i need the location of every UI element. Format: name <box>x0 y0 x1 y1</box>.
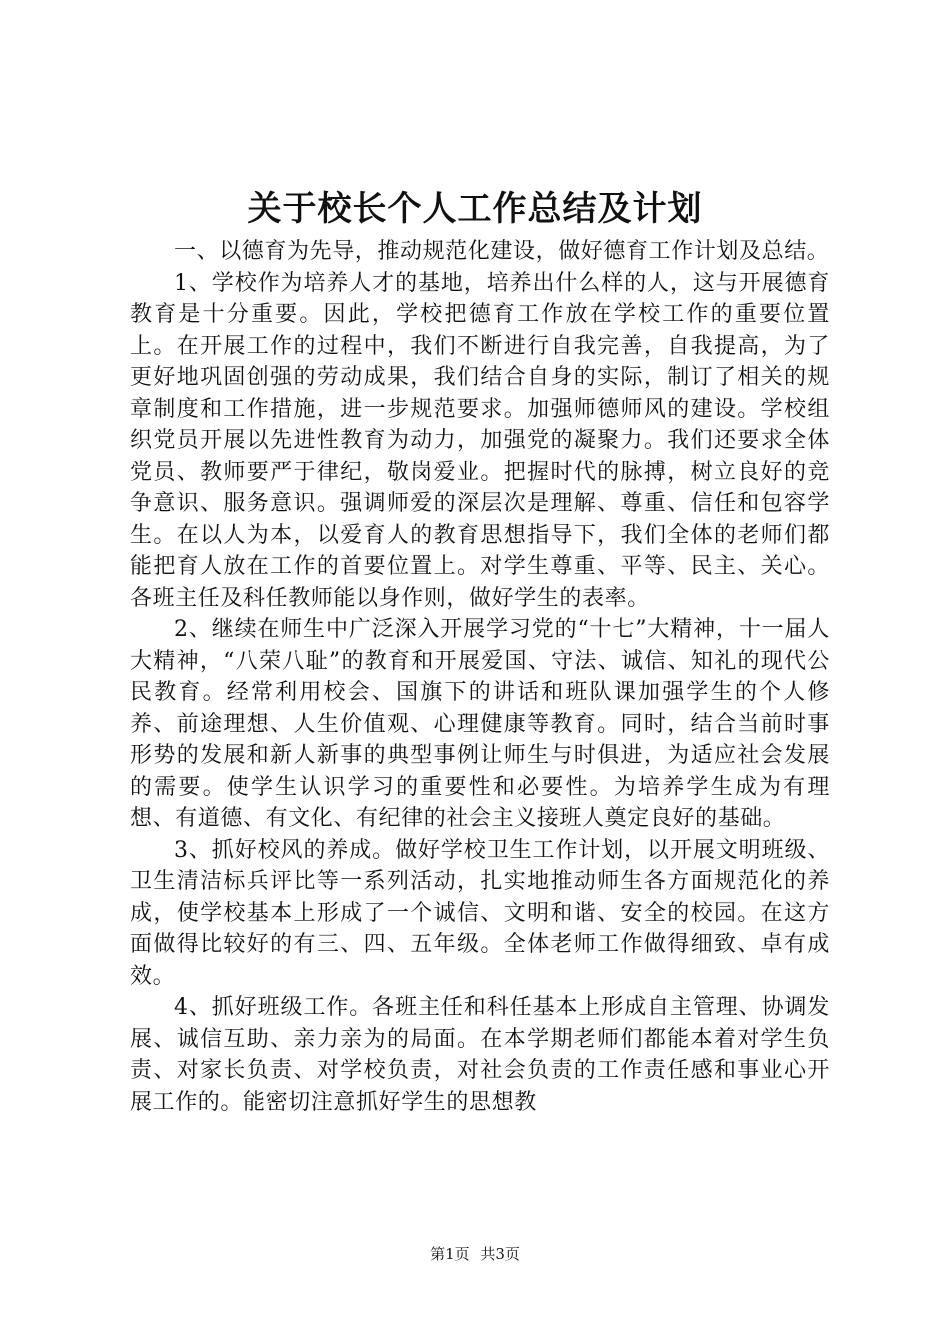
paragraph-item-1: 1、学校作为培养人才的基地，培养出什么样的人，这与开展德育教育是十分重要。因此，学校把德育工作放在学校工作的重要位置上。在开展工作的过程中，我们不断进行自我完善，自我提高，为了更好地巩固创强的劳动成果，我们结合自身的实际，制订了相关的规章制度和工作措施，进一步规范要求。加强师德师风的建设。学校组织党员开展以先进性教育为动力，加强党的凝聚力。我们还要求全体党员、教师要严于律纪，敬岗爱业。把握时代的脉搏，树立良好的竞争意识、服务意识。强调师爱的深层次是理解、尊重、信任和包容学生。在以人为本，以爱育人的教育思想指导下，我们全体的老师们都能把育人放在工作的首要位置上。对学生尊重、平等、民主、关心。各班主任及科任教师能以身作则，做好学生的表率。 <box>130 270 830 611</box>
document-body <box>130 236 830 1118</box>
document-title: 关于校长个人工作总结及计划 <box>247 189 703 229</box>
page-footer <box>0 1244 950 1264</box>
paragraph-heading-1: 一、以德育为先导，推动规范化建设，做好德育工作计划及总结。 <box>174 239 830 264</box>
paragraph-item-2: 2、继续在师生中广泛深入开展学习党的“十七”大精神，十一届人大精神，“八荣八耻”的教育和开展爱国、守法、诚信、知礼的现代公民教育。经常利用校会、国旗下的讲话和班队课加强学生的个人修养、前途理想、人生价值观、心理健康等教育。同时，结合当前时事形势的发展和新人新事的典型事例让师生与时俱进，为适应社会发展的需要。使学生认识学习的重要性和必要性。为培养学生成为有理想、有道德、有文化、有纪律的社会主义接班人奠定良好的基础。 <box>130 617 830 831</box>
paragraph-item-3: 3、抓好校风的养成。做好学校卫生工作计划，以开展文明班级、卫生清洁标兵评比等一系列活动，扎实地推动师生各方面规范化的养成，使学校基本上形成了一个诚信、文明和谐、安全的校园。在这方面做得比较好的有三、四、五年级。全体老师工作做得细致、卓有成效。 <box>130 837 830 989</box>
page-total: 共3页 <box>480 1245 520 1263</box>
page-number: 第1页 <box>430 1245 470 1263</box>
paragraph-item-4: 4、抓好班级工作。各班主任和科任基本上形成自主管理、协调发展、诚信互助、亲力亲为的局面。在本学期老师们都能本着对学生负责、对家长负责、对学校负责，对社会负责的工作责任感和事业心开展工作的。能密切注意抓好学生的思想教 <box>130 995 830 1115</box>
